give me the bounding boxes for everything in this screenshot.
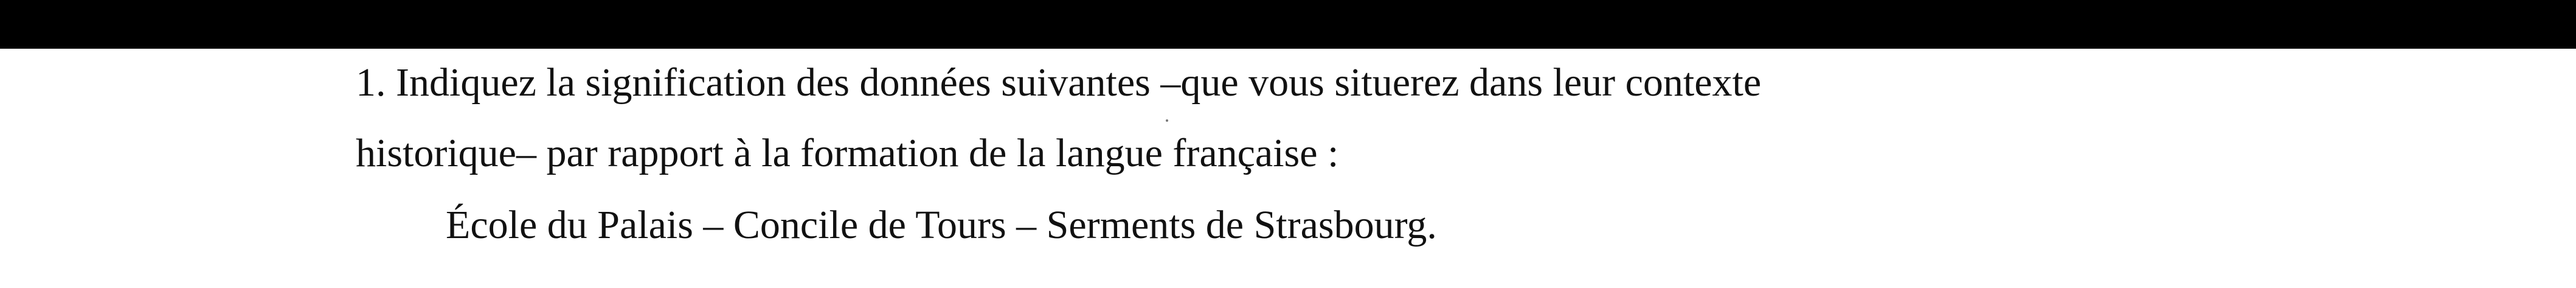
top-black-bar: [0, 0, 2576, 49]
question-line-1: 1. Indiquez la signification des données suivantes –que vous situerez dans leur contexte: [356, 60, 1762, 105]
scan-speck: [1166, 119, 1168, 122]
question-topics-line: École du Palais – Concile de Tours – Serments de Strasbourg.: [446, 203, 1437, 247]
question-line-2: historique– par rapport à la formation de la langue française :: [356, 131, 1339, 175]
